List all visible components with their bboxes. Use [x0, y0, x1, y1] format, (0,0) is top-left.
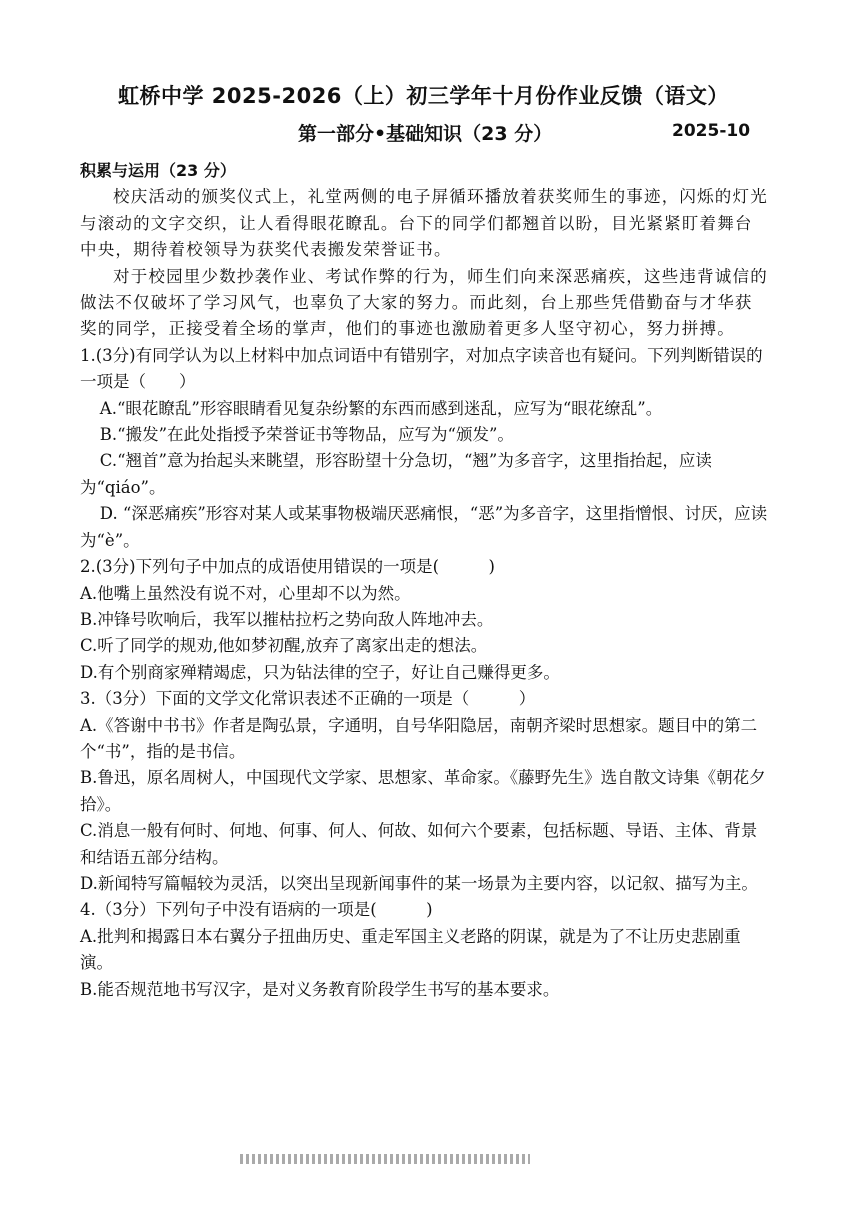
question-stem: 3.（3分）下面的文学文化常识表述不正确的一项是（ ）: [80, 689, 536, 709]
question-stem: 2.(3分)下列句子中加点的成语使用错误的一项是( ): [80, 557, 495, 577]
question-option: D. “深恶痛疾”形容对某人或某事物极端厌恶痛恨，“恶”为多音字，这里指憎恨、讨厌，应读为“è”。: [80, 504, 768, 550]
question-option: B.“搬发”在此处指授予荣誉证书等物品，应写为“颁发”。: [99, 425, 514, 445]
question-option: A.批判和揭露日本右翼分子扭曲历史、重走军国主义老路的阴谋，就是为了不让历史悲剧重演。: [80, 926, 741, 973]
question-option: C.“翘首”意为抬起头来眺望，形容盼望十分急切，“翘”为多音字，这里指抬起，应读为“qiáo”。: [80, 451, 712, 497]
question-option: D.新闻特写篇幅较为灵活，以突出呈现新闻事件的某一场景为主要内容，以记叙、描写为主。: [80, 873, 758, 893]
question-option: A.“眼花瞭乱”形容眼睛看见复杂纷繁的东西而感到迷乱，应写为“眼花缭乱”。: [99, 398, 663, 418]
question-option: B.鲁迅，原名周树人，中国现代文学家、思想家、革命家。《藤野先生》选自散文诗集《朝花夕拾》。: [80, 768, 766, 814]
question-option: A.《答谢中书书》作者是陶弘景，字通明，自号华阳隐居，南朝齐梁时思想家。题目中的第二个“书”，指的是书信。: [80, 715, 758, 761]
question-option: C.听了同学的规劝,他如梦初醒,放弃了离家出走的想法。: [80, 636, 488, 656]
content-body: [80, 158, 770, 1003]
question-stem: 1.(3分)有同学认为以上材料中加点词语中有错别字，对加点字读音也有疑问。下列判断错误的一项是（ ）: [80, 345, 763, 392]
question-option: B.能否规范地书写汉字，是对义务教育阶段学生书写的基本要求。: [80, 979, 560, 999]
part-subtitle: 第一部分•基础知识（23 分）: [298, 123, 553, 145]
question-option: B.冲锋号吹响后，我军以摧枯拉朽之势向敌人阵地冲去。: [80, 609, 494, 629]
question-option: C.消息一般有何时、何地、何事、何人、何故、如何六个要素，包括标题、导语、主体、背景和结语五部分结构。: [80, 821, 758, 867]
question-option: A.他嘴上虽然没有说不对，心里却不以为然。: [80, 583, 411, 603]
page-title: 虹桥中学 2025-2026（上）初三学年十月份作业反馈（语文）: [118, 84, 729, 108]
passage-paragraph: 校庆活动的颁奖仪式上，礼堂两侧的电子屏循环播放着获奖师生的事迹，闪烁的灯光与滚动的文字交织，让人看得眼花瞭乱。台下的同学们都翘首以盼，目光紧紧盯着舞台中央，期待着校领导为获奖代表搬发荣誉证书。: [80, 187, 768, 260]
passage-paragraph: 对于校园里少数抄袭作业、考试作弊的行为，师生们向来深恶痛疾，这些违背诚信的做法不仅破坏了学习风气，也辜负了大家的努力。而此刻，台上那些凭借勤奋与才华获奖的同学，正接受着全场的掌声，他们的事迹也激励着更多人坚守初心，努力拼搏。: [80, 266, 768, 339]
section-heading: 积累与运用（23 分）: [80, 161, 236, 180]
date-label: 2025-10: [672, 121, 751, 141]
question-stem: 4.（3分）下列句子中没有语病的一项是( ): [80, 900, 433, 920]
footer-scribble: [240, 1154, 530, 1164]
question-option: D.有个别商家殚精竭虑，只为钻法律的空子，好让自己赚得更多。: [80, 662, 560, 682]
